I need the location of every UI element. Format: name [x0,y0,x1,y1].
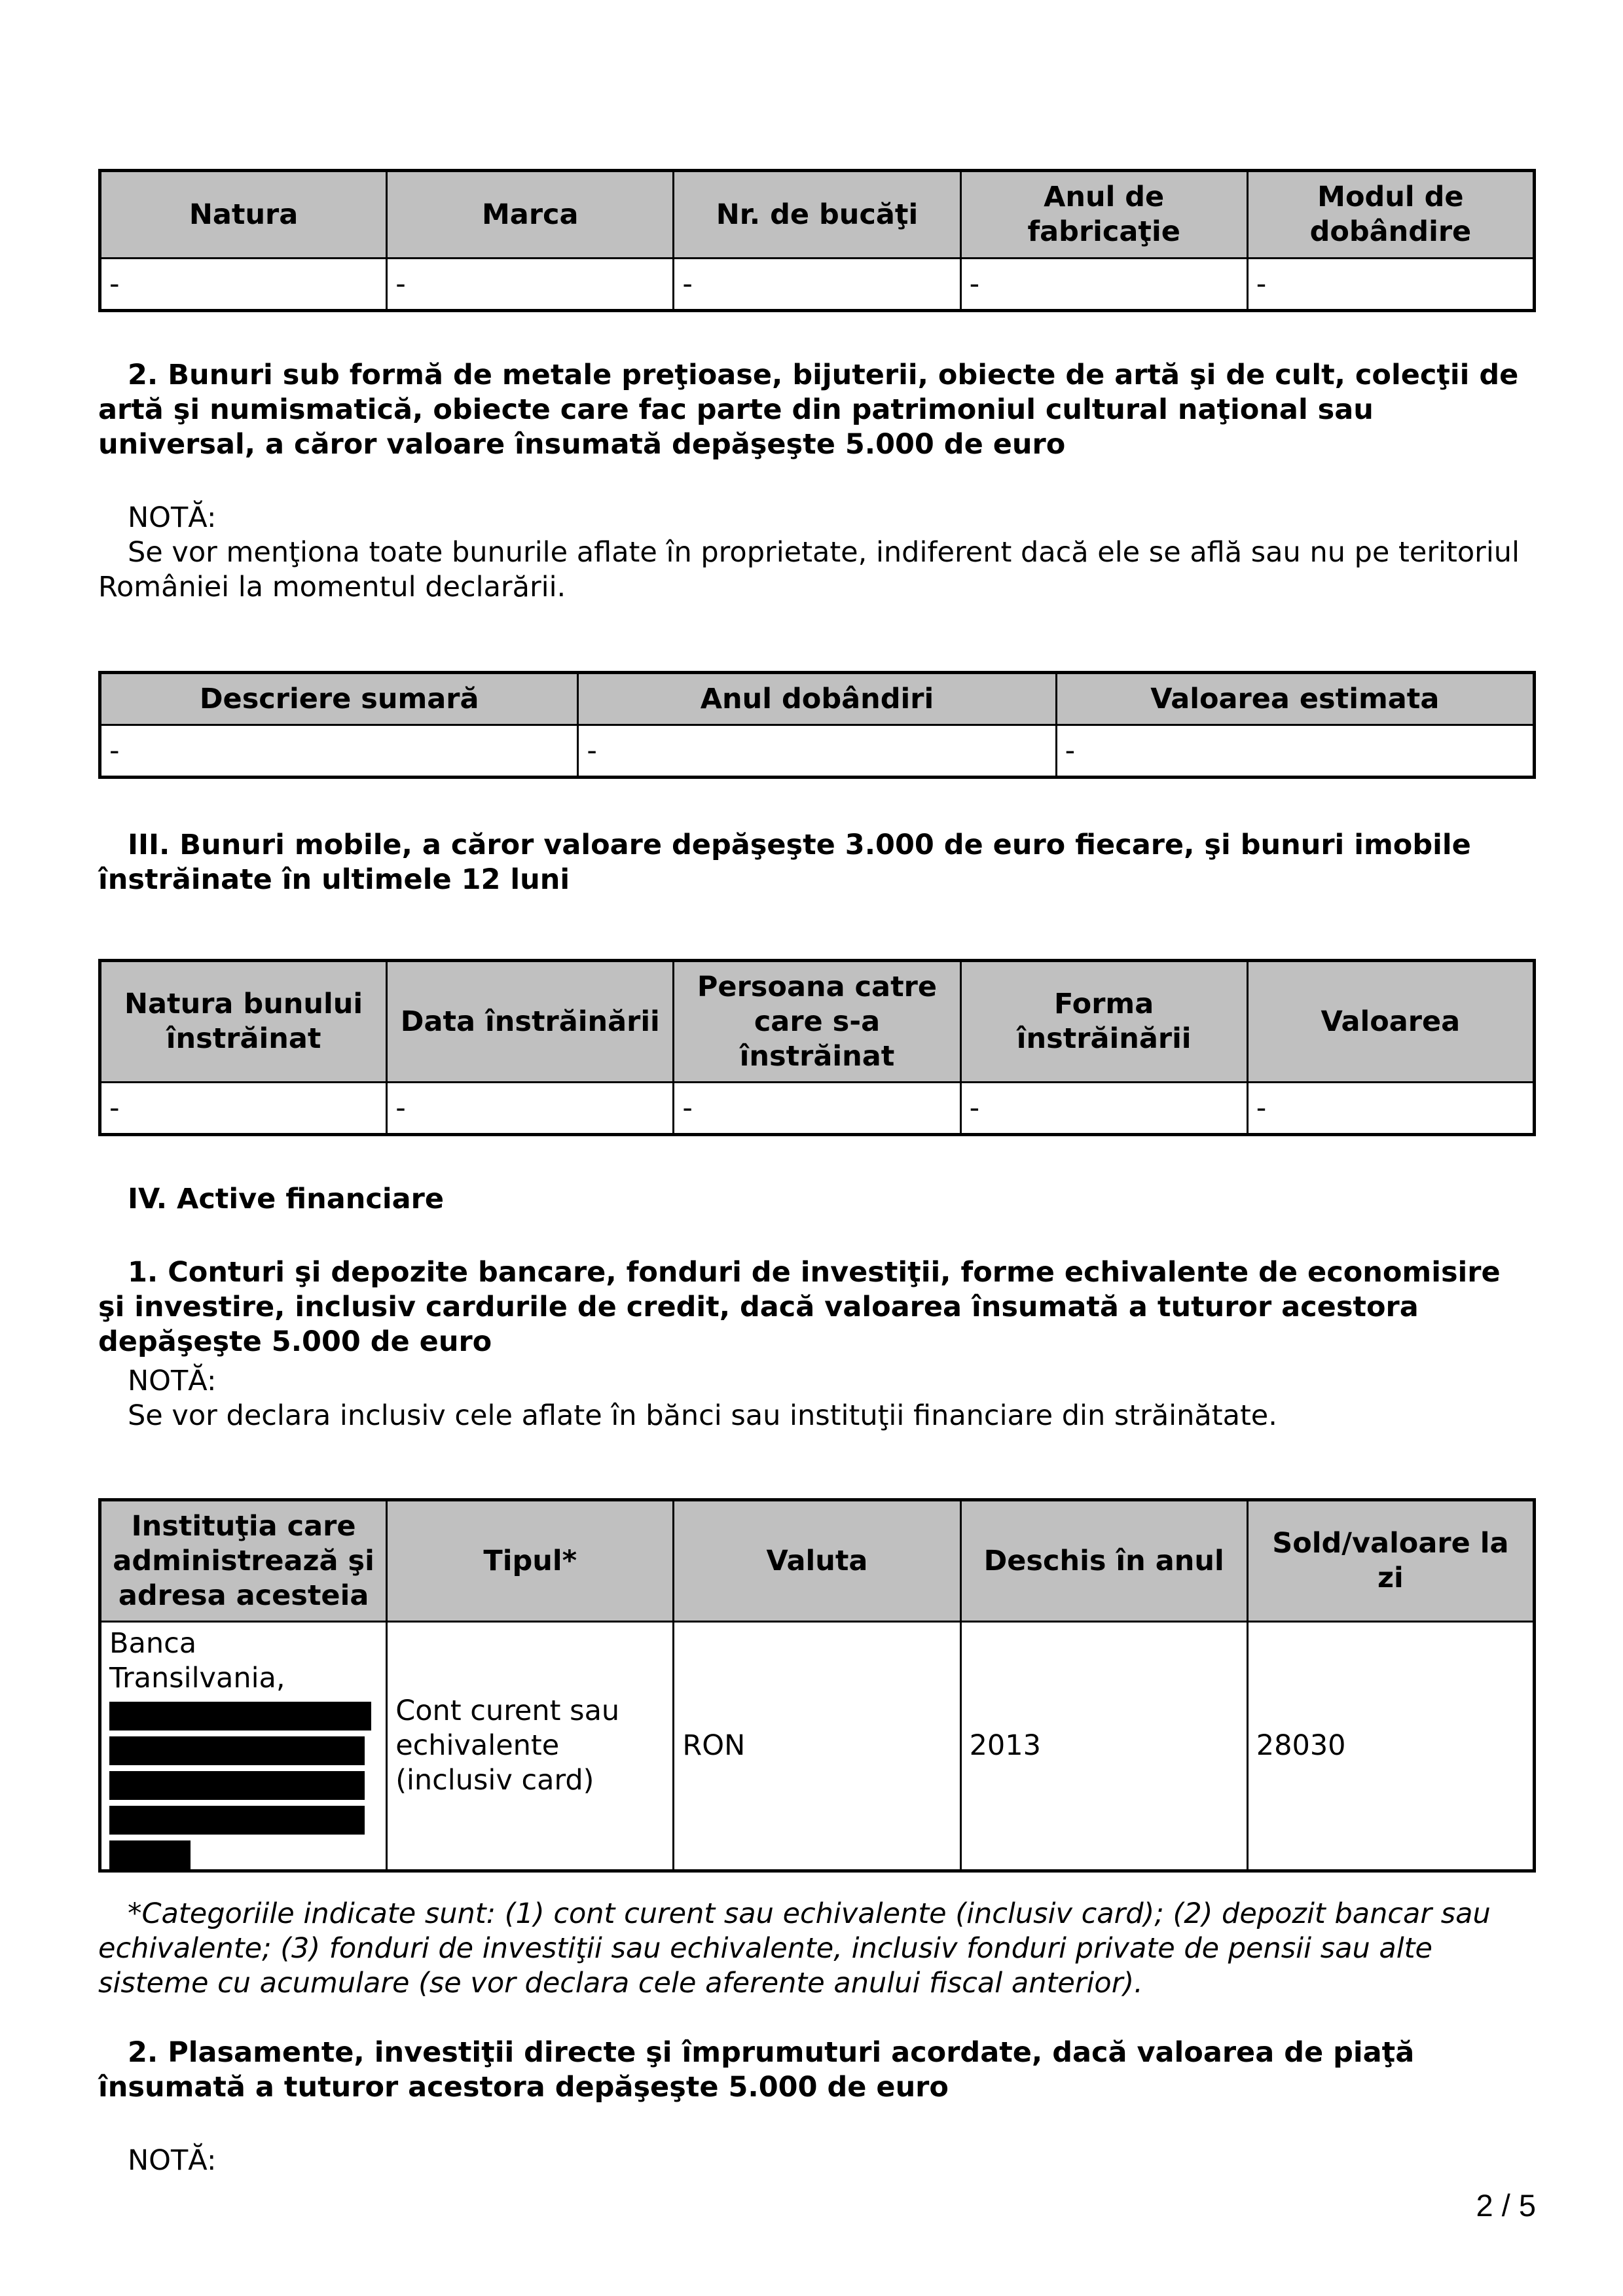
header-natura: Natura [100,171,387,259]
section-4-2-note-label: NOTĂ: [128,2144,217,2177]
header-descriere: Descriere sumară [100,673,578,725]
section-4-note-label: NOTĂ: [128,1365,217,1397]
table-cell: - [578,725,1056,778]
header-valuta: Valuta [674,1500,960,1622]
header-an-fabricatie: Anul de fabricaţie [960,171,1247,259]
footnote: *Categoriile indicate sunt: (1) cont curent sau echivalente (inclusiv card); (2) depozit bancar sau echivalente; (3) fonduri de investiţii sau echivalente, inclusiv fonduri private de pensii sau alte sisteme cu acumulare (se vor declara cele aferente anului fiscal anterior). [98,1897,1491,2000]
opened-year-cell: 2013 [960,1622,1247,1871]
section-2-heading: 2. Bunuri sub formă de metale preţioase, bijuterii, obiecte de artă şi de cult, colecţii de artă şi numismatică, obiecte care fac parte din patrimoniul cultural naţional sau universal, a căror valoare însumată depăşeşte 5.000 de euro [98,359,1519,461]
currency-cell: RON [674,1622,960,1871]
header-nr-bucati: Nr. de bucăţi [674,171,960,259]
table-cell: - [100,725,578,778]
balance-cell: 28030 [1247,1622,1534,1871]
header-tipul: Tipul* [387,1500,674,1622]
table-cell: - [960,1083,1247,1135]
page-number: 2 / 5 [1476,2188,1536,2223]
header-valoarea-estimata: Valoarea estimata [1056,673,1534,725]
redacted-block [109,1702,371,1731]
table-row [100,725,1535,778]
table-cell: - [1247,259,1534,311]
table-cell: - [387,1083,674,1135]
vehicles-table [98,169,1536,312]
table-row [100,259,1535,311]
table-row [100,1622,1535,1871]
header-persoana: Persoana catre care s-a înstrăinat [674,961,960,1083]
header-mod-dobandire: Modul de dobândire [1247,171,1534,259]
table-cell: - [674,1083,960,1135]
header-marca: Marca [387,171,674,259]
section-2-note-text: Se vor menţiona toate bunurile aflate în proprietate, indiferent dacă ele se află sau nu pe teritoriul României la momentul declarării. [98,536,1520,603]
table-cell: - [1056,725,1534,778]
table-cell: - [100,259,387,311]
table-row [100,1083,1535,1135]
header-natura-bunului: Natura bunului înstrăinat [100,961,387,1083]
redacted-block [109,1736,365,1765]
institution-name: Banca Transilvania, [109,1627,285,1695]
table-cell: - [387,259,674,311]
valuables-table [98,671,1536,779]
section-4-heading: IV. Active financiare [128,1183,444,1215]
table-cell: - [960,259,1247,311]
redacted-block [109,1840,191,1869]
header-valoarea: Valoarea [1247,961,1534,1083]
table-cell: - [1247,1083,1534,1135]
section-4-2-heading: 2. Plasamente, investiţii directe şi împrumuturi acordate, dacă valoarea de piaţă însumată a tuturor acestora depăşeşte 5.000 de euro [98,2036,1415,2104]
section-3-heading: III. Bunuri mobile, a căror valoare depăşeşte 3.000 de euro fiecare, şi bunuri imobile înstrăinate în ultimele 12 luni [98,829,1471,896]
header-forma-instrainarii: Forma înstrăinării [960,961,1247,1083]
header-an-dobandiri: Anul dobândiri [578,673,1056,725]
header-data-instrainarii: Data înstrăinării [387,961,674,1083]
header-institutia: Instituţia care administrează şi adresa acesteia [100,1500,387,1622]
section-4-note-text: Se vor declara inclusiv cele aflate în bănci sau instituţii financiare din străinătate. [128,1399,1277,1432]
section-2-note-label: NOTĂ: [128,501,217,534]
bank-accounts-table [98,1498,1536,1873]
redacted-block [109,1806,365,1835]
section-4-1-heading: 1. Conturi şi depozite bancare, fonduri de investiţii, forme echivalente de economisire şi investire, inclusiv cardurile de credit, dacă valoarea însumată a tuturor acestora depăşeşte 5.000 de euro [98,1256,1501,1358]
institution-cell [100,1622,387,1871]
table-cell: - [100,1083,387,1135]
alienated-assets-table [98,959,1536,1136]
account-type-cell: Cont curent sau echivalente (inclusiv card) [387,1622,674,1871]
table-cell: - [674,259,960,311]
header-sold: Sold/valoare la zi [1247,1500,1534,1622]
redacted-block [109,1771,365,1800]
header-deschis-in-anul: Deschis în anul [960,1500,1247,1622]
